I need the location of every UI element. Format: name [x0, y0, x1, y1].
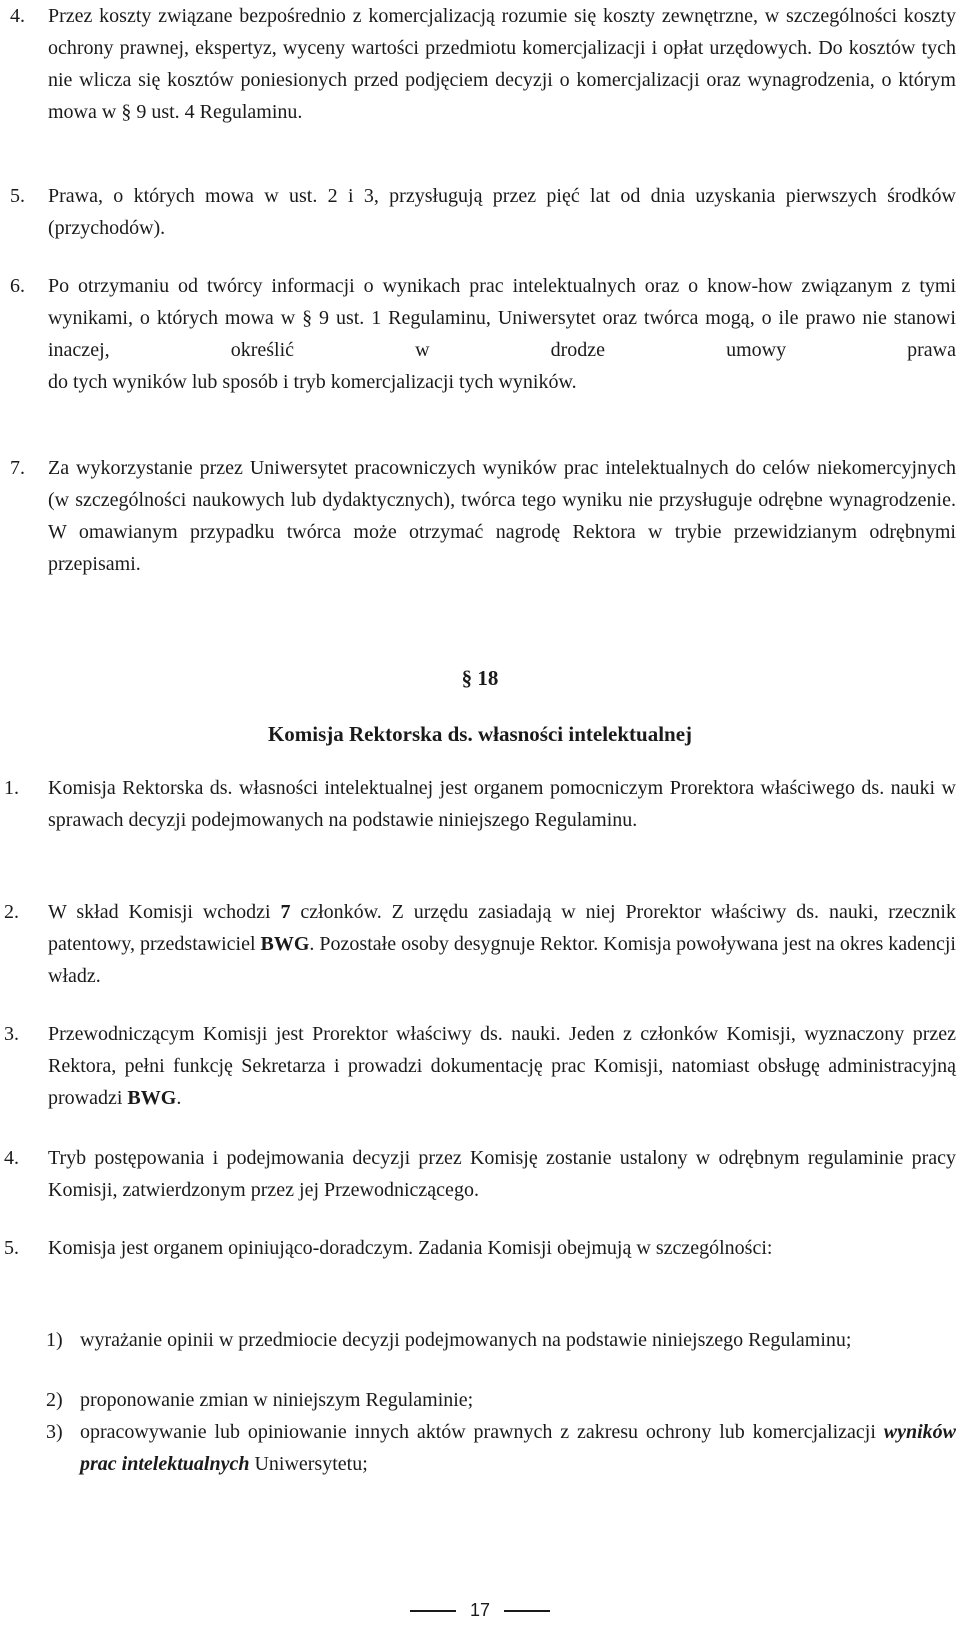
item-number: 5.	[4, 1237, 19, 1259]
paragraph-text: Prawa, o których mowa w ust. 2 i 3, przysługują przez pięć lat od dnia uzyskania pierwszych środków (przychodów).	[48, 185, 956, 239]
paragraph-6	[10, 270, 956, 398]
subitem-number: 1)	[46, 1329, 63, 1351]
subitem-text-part: Uniwersytetu;	[249, 1453, 368, 1475]
paragraph-text: Za wykorzystanie przez Uniwersytet pracowniczych wyników prac intelektualnych do celów niekomercyjnych (w szczególności naukowych lub dydaktycznych), twórca tego wyniku nie przysługuje odrębne wynagrodzenie. W omawianym przypadku twórca może otrzymać nagrodę Rektora w trybie przewidzianym odrębnymi przepisami.	[48, 457, 956, 575]
section-number: § 18	[461, 666, 499, 690]
item-text-part: W skład Komisji wchodzi	[48, 901, 281, 923]
s18-item-3	[4, 1018, 956, 1114]
s18-item-5	[4, 1232, 956, 1264]
footer-dash-right	[504, 1610, 550, 1612]
paragraph-number: 7.	[10, 457, 25, 479]
item-text: Komisja jest organem opiniująco-doradczym. Zadania Komisji obejmują w szczególności:	[48, 1237, 773, 1259]
s18-item-1	[4, 772, 956, 836]
item-text-part: .	[176, 1087, 182, 1109]
item-number: 4.	[4, 1147, 19, 1169]
item-text-part: Przewodniczącym Komisji jest Prorektor właściwy ds. nauki. Jeden z członków Komisji, wyznaczony przez Rektora, pełni funkcję Sekretarza i prowadzi dokumentację prac Komisji, natomiast obsługę administracyjną prowadzi	[48, 1023, 956, 1109]
subitem-text	[80, 1416, 956, 1480]
s18-item-2	[4, 896, 956, 992]
subitem-text-part: opracowywanie lub opiniowanie innych aktów prawnych z zakresu ochrony lub komercjalizacji	[80, 1421, 884, 1443]
item-number: 2.	[4, 901, 19, 923]
page-number: 17	[469, 1600, 491, 1620]
subitem-text: wyrażanie opinii w przedmiocie decyzji podejmowanych na podstawie niniejszego Regulaminu;	[80, 1329, 852, 1351]
s18-subitem-1	[46, 1324, 956, 1356]
paragraph-number: 4.	[10, 5, 25, 27]
page-footer	[0, 1594, 960, 1626]
item-text: Komisja Rektorska ds. własności intelektualnej jest organem pomocniczym Prorektora właściwego ds. nauki w sprawach decyzji podejmowanych na podstawie niniejszego Regulaminu.	[48, 777, 956, 831]
item-text: Tryb postępowania i podejmowania decyzji przez Komisję zostanie ustalony w odrębnym regulaminie pracy Komisji, zatwierdzonym przez jej Przewodniczącego.	[48, 1147, 956, 1201]
section-title: Komisja Rektorska ds. własności intelektualnej	[267, 722, 693, 746]
item-text	[48, 896, 956, 992]
paragraph-text-continued: do tych wyników lub sposób i tryb komercjalizacji tych wyników.	[48, 371, 577, 393]
emphasized-term: wyników prac intelektualnych	[80, 1421, 956, 1475]
item-text	[48, 1018, 956, 1114]
footer-dash-left	[410, 1610, 456, 1612]
item-number: 1.	[4, 777, 19, 799]
item-number: 3.	[4, 1023, 19, 1045]
s18-item-4	[4, 1142, 956, 1206]
paragraph-number: 6.	[10, 275, 25, 297]
paragraph-number: 5.	[10, 185, 25, 207]
s18-subitem-2	[46, 1384, 956, 1416]
subitem-text: proponowanie zmian w niniejszym Regulaminie;	[80, 1389, 474, 1411]
paragraph-5	[10, 180, 956, 244]
bwg-abbrev: BWG	[127, 1087, 177, 1109]
subitem-number: 2)	[46, 1389, 63, 1411]
subitem-number: 3)	[46, 1421, 63, 1443]
paragraph-text: Przez koszty związane bezpośrednio z komercjalizacją rozumie się koszty zewnętrzne, w szczególności koszty ochrony prawnej, ekspertyz, wyceny wartości przedmiotu komercjalizacji i opłat urzędowych. Do kosztów tych nie wlicza się kosztów poniesionych przed podjęciem decyzji o komercjalizacji oraz wynagrodzenia, o którym mowa w § 9 ust. 4 Regulaminu.	[48, 5, 956, 123]
item-text-part: członków. Z urzędu zasiadają w niej Prorektor właściwy ds. nauki, rzecznik patentowy, przedstawiciel	[48, 901, 956, 955]
s18-subitem-3	[46, 1416, 956, 1480]
paragraph-text: Po otrzymaniu od twórcy informacji o wynikach prac intelektualnych oraz o know-how związanym z tymi wynikami, o których mowa w § 9 ust. 1 Regulaminu, Uniwersytet oraz twórca mogą, o ile prawo nie stanowi inaczej, określić w drodze umowy prawa	[48, 275, 956, 361]
paragraph-7	[10, 452, 956, 580]
item-text-part: . Pozostałe osoby desygnuje Rektor. Komisja powoływana jest na okres kadencji władz.	[48, 933, 956, 987]
member-count: 7	[280, 901, 291, 923]
paragraph-4	[10, 0, 956, 128]
bwg-abbrev: BWG	[260, 933, 310, 955]
